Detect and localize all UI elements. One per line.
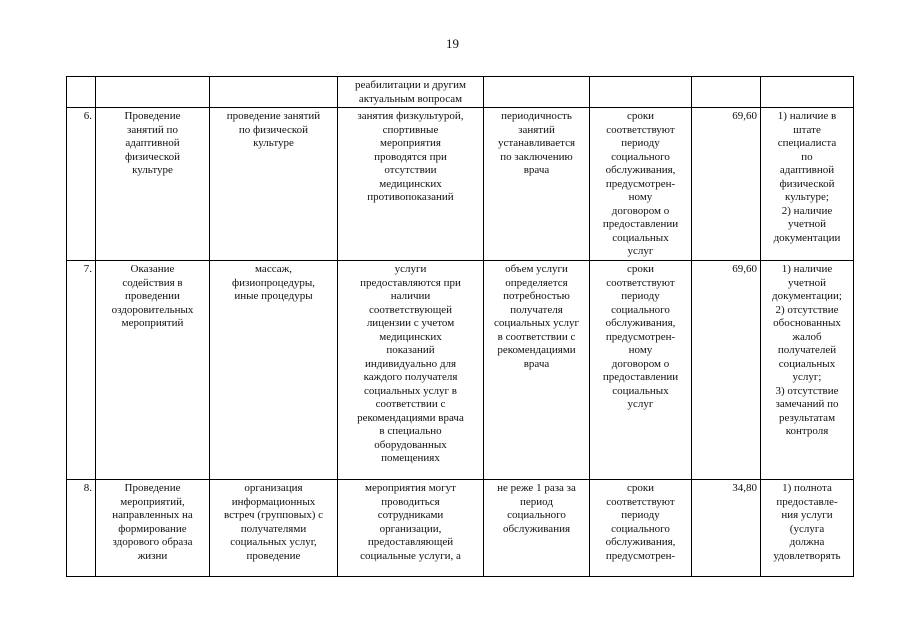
service-tariff: 34,80 (732, 482, 757, 494)
table-row (67, 108, 854, 261)
service-content: организация информационных встреч (групповых) с получателями социальных услуг, проведение (223, 482, 324, 562)
cell-num (67, 261, 96, 480)
cell-indicators (761, 108, 854, 261)
service-terms: сроки соответствуют периоду социального обслуживания, предусмотрен- (605, 482, 676, 562)
row-number: 6. (83, 110, 92, 122)
row-number: 7. (83, 263, 92, 275)
cell-name (96, 77, 210, 108)
table-row (67, 480, 854, 577)
cell-num (67, 108, 96, 261)
table-row (67, 261, 854, 480)
service-name: Проведение мероприятий, направленных на формирование здорового образа жизни (112, 482, 193, 562)
cell-content (210, 77, 338, 108)
cell-content (210, 261, 338, 480)
service-conditions: услуги предоставляются при наличии соответствующей лицензии с учетом медицинских показаний индивидуально для каждого получателя социальных услуг в соответствии с рекомендациями врача в специально оборудованных помещениях (357, 263, 464, 464)
service-terms: сроки соответствуют периоду социального обслуживания, предусмотрен- ному договором о предоставлении социальных услуг (602, 263, 679, 410)
service-volume: объем услуги определяется потребностью получателя социальных услуг в соответствии с рекомендациями врача (493, 263, 580, 370)
service-tariff: 69,60 (732, 110, 757, 122)
cell-terms (590, 77, 692, 108)
cell-conditions (338, 77, 484, 108)
page-number: 19 (446, 36, 459, 51)
service-content: проведение занятий по физической культуре (226, 110, 321, 149)
cell-terms (590, 261, 692, 480)
cell-volume (484, 77, 590, 108)
cell-tariff (692, 108, 761, 261)
cell-terms (590, 480, 692, 577)
cell-conditions (338, 261, 484, 480)
cell-name (96, 108, 210, 261)
table-row-continuation (67, 77, 854, 108)
service-conditions: занятия физкультурой, спортивные мероприятия проводятся при отсутствии медицинских противопоказаний (357, 110, 464, 203)
service-conditions: мероприятия могут проводиться сотрудниками организации, предоставляющей социальные услуги, а (360, 482, 461, 562)
service-tariff: 69,60 (732, 263, 757, 275)
cell-volume (484, 108, 590, 261)
cell-indicators (761, 480, 854, 577)
cell-name (96, 261, 210, 480)
service-volume: периодичность занятий устанавливается по заключению врача (497, 110, 576, 176)
cell-name (96, 480, 210, 577)
cell-volume (484, 480, 590, 577)
cell-tariff (692, 480, 761, 577)
service-terms: сроки соответствуют периоду социального обслуживания, предусмотрен- ному договором о предоставлении социальных услуг (602, 110, 679, 257)
service-volume: не реже 1 раза за период социального обслуживания (497, 482, 576, 535)
cell-terms (590, 108, 692, 261)
cell-volume (484, 261, 590, 480)
cell-indicators (761, 77, 854, 108)
cell-num (67, 77, 96, 108)
cell-indicators (761, 261, 854, 480)
cell-conditions (338, 480, 484, 577)
cell-content (210, 480, 338, 577)
cell-conditions (338, 108, 484, 261)
services-table (66, 76, 854, 577)
service-indicators: 1) наличие в штате специалиста по адаптивной физической культуре; 2) наличие учетной документации (773, 110, 841, 244)
service-indicators: 1) наличие учетной документации; 2) отсутствие обоснованных жалоб получателей социальных услуг; 3) отсутствие замечаний по результатам контроля (772, 263, 842, 437)
cell-tariff (692, 261, 761, 480)
conditions-text: реабилитации и другим актуальным вопросам (355, 79, 466, 105)
service-name: Оказание содействия в проведении оздоровительных мероприятий (111, 263, 194, 329)
cell-tariff (692, 77, 761, 108)
service-content: массаж, физиопроцедуры, иные процедуры (232, 263, 315, 302)
cell-content (210, 108, 338, 261)
cell-num (67, 480, 96, 577)
row-number: 8. (83, 482, 92, 494)
service-indicators: 1) полнота предоставле- ния услуги (услуга должна удовлетворять (773, 482, 841, 562)
service-name: Проведение занятий по адаптивной физической культуре (124, 110, 181, 176)
